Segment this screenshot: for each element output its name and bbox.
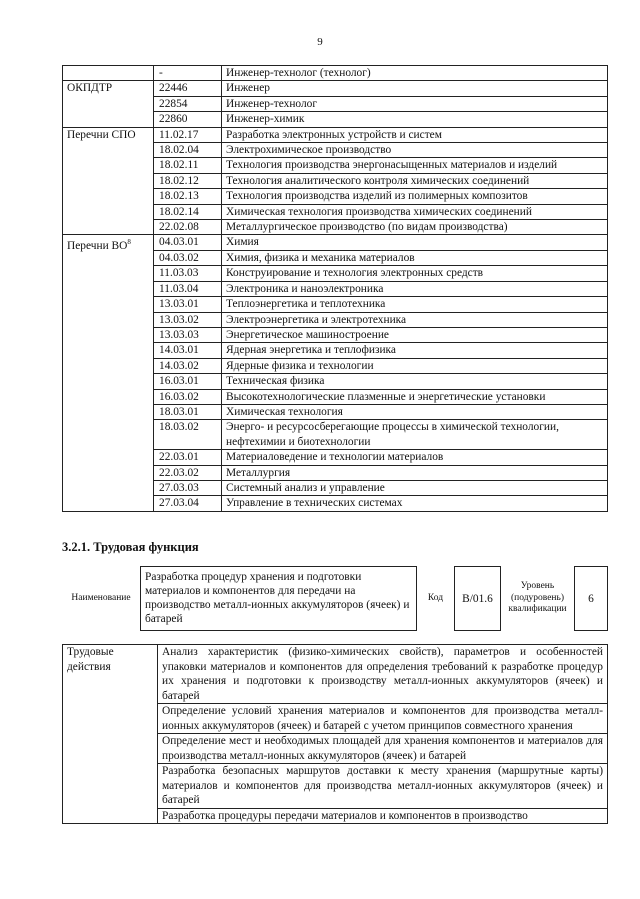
action-item: Определение мест и необходимых площадей для хранения компонентов и материалов для производства металл-ионных аккумуляторов (ячеек) и батарей [158, 734, 608, 764]
code-cell: 22854 [154, 96, 222, 111]
name-cell: Ядерные физика и технологии [222, 358, 608, 373]
group-label: ОКПДТР [67, 82, 113, 95]
code-cell: 16.03.02 [154, 389, 222, 404]
code-cell: 18.02.04 [154, 143, 222, 158]
code-cell: 27.03.03 [154, 480, 222, 495]
name-cell: Химическая технология [222, 404, 608, 419]
section-title: 3.2.1. Трудовая функция [62, 540, 199, 554]
code-cell: 22446 [154, 81, 222, 96]
code-cell: 22.02.08 [154, 220, 222, 235]
name-cell: Технология производства изделий из полимерных композитов [222, 189, 608, 204]
name-cell: Материаловедение и технологии материалов [222, 450, 608, 465]
code-cell: 22.03.01 [154, 450, 222, 465]
group-cell [63, 81, 154, 127]
code-cell: 04.03.01 [154, 235, 222, 250]
name-cell: Инженер-технолог (технолог) [222, 66, 608, 81]
code-cell: 22.03.02 [154, 465, 222, 480]
name-cell: Металлургия [222, 465, 608, 480]
level-value: 6 [574, 566, 608, 631]
level-label: Уровень (подуровень) квалификации [508, 581, 567, 615]
actions-header: Трудовые действия [63, 645, 158, 824]
code-cell: 13.03.02 [154, 312, 222, 327]
name-cell: Теплоэнергетика и теплотехника [222, 297, 608, 312]
name-cell: Технология производства энергонасыщенных материалов и изделий [222, 158, 608, 173]
footnote-mark: 8 [127, 238, 131, 247]
code-cell: 11.02.17 [154, 127, 222, 142]
name-cell: Металлургическое производство (по видам производства) [222, 220, 608, 235]
code-cell: 14.03.02 [154, 358, 222, 373]
name-cell: Конструирование и технология электронных средств [222, 266, 608, 281]
name-cell: Электроника и наноэлектроника [222, 281, 608, 296]
name-cell: Инженер-технолог [222, 96, 608, 111]
code-cell: 18.02.13 [154, 189, 222, 204]
name-cell: Разработка электронных устройств и систем [222, 127, 608, 142]
code-cell: 18.03.01 [154, 404, 222, 419]
action-item: Определение условий хранения материалов и компонентов для производства металл-ионных аккумуляторов (ячеек) и батарей с учетом принципов совместного хранения [158, 704, 608, 734]
labor-actions-table [62, 644, 608, 824]
name-cell: Электроэнергетика и электротехника [222, 312, 608, 327]
name-cell: Электрохимическое производство [222, 143, 608, 158]
code-label: Код [427, 592, 444, 603]
name-cell: Химия, физика и механика материалов [222, 250, 608, 265]
name-label: Наименование [71, 592, 131, 603]
name-cell: Химическая технология производства химических соединений [222, 204, 608, 219]
group-label: Перечни ВО [67, 240, 128, 253]
group-cell [63, 127, 154, 235]
code-cell: 22860 [154, 112, 222, 127]
code-cell: 14.03.01 [154, 343, 222, 358]
group-cell [63, 66, 154, 81]
action-item: Разработка процедуры передачи материалов и компонентов в производство [158, 808, 608, 824]
table-row [63, 81, 608, 96]
name-cell: Энерго- и ресурсосберегающие процессы в химической технологии, нефтехимии и биотехнологии [222, 420, 608, 450]
name-cell: Системный анализ и управление [222, 480, 608, 495]
group-label: Перечни СПО [67, 128, 136, 141]
name-cell: Химия [222, 235, 608, 250]
code-cell: 18.03.02 [154, 420, 222, 450]
function-description: Разработка процедур хранения и подготовки материалов и компонентов для передачи на производство металл-ионных аккумуляторов (ячеек) и батарей [140, 566, 417, 631]
name-cell: Инженер-химик [222, 112, 608, 127]
table-row [63, 66, 608, 81]
code-cell: 04.03.02 [154, 250, 222, 265]
name-cell: Инженер [222, 81, 608, 96]
code-cell: 27.03.04 [154, 496, 222, 511]
table-row [63, 235, 608, 250]
name-cell: Энергетическое машиностроение [222, 327, 608, 342]
code-cell: - [154, 66, 222, 81]
page-number: 9 [317, 36, 323, 48]
code-cell: 13.03.01 [154, 297, 222, 312]
code-cell: 18.02.12 [154, 173, 222, 188]
code-cell: 11.03.04 [154, 281, 222, 296]
group-cell [63, 235, 154, 511]
code-cell: 13.03.03 [154, 327, 222, 342]
code-cell: 18.02.11 [154, 158, 222, 173]
name-cell: Техническая физика [222, 374, 608, 389]
action-item: Разработка безопасных маршрутов доставки к месту хранения (маршрутные карты) материалов и компонентов для производства металл-ионных аккумуляторов (ячеек) и батарей [158, 764, 608, 809]
code-cell: 11.03.03 [154, 266, 222, 281]
code-value: В/01.6 [454, 566, 501, 631]
code-cell: 18.02.14 [154, 204, 222, 219]
qualification-table [62, 65, 608, 512]
table-row [63, 127, 608, 142]
name-cell: Технология аналитического контроля химических соединений [222, 173, 608, 188]
action-item: Анализ характеристик (физико-химических свойств), параметров и особенностей упаковки материалов и компонентов для определения требований к разработке процедур их хранения и подготовки к производству металл-ионных аккумуляторов (ячеек) и батарей [158, 645, 608, 704]
name-cell: Высокотехнологические плазменные и энергетические установки [222, 389, 608, 404]
name-cell: Управление в технических системах [222, 496, 608, 511]
name-cell: Ядерная энергетика и теплофизика [222, 343, 608, 358]
code-cell: 16.03.01 [154, 374, 222, 389]
action-row [63, 645, 608, 704]
